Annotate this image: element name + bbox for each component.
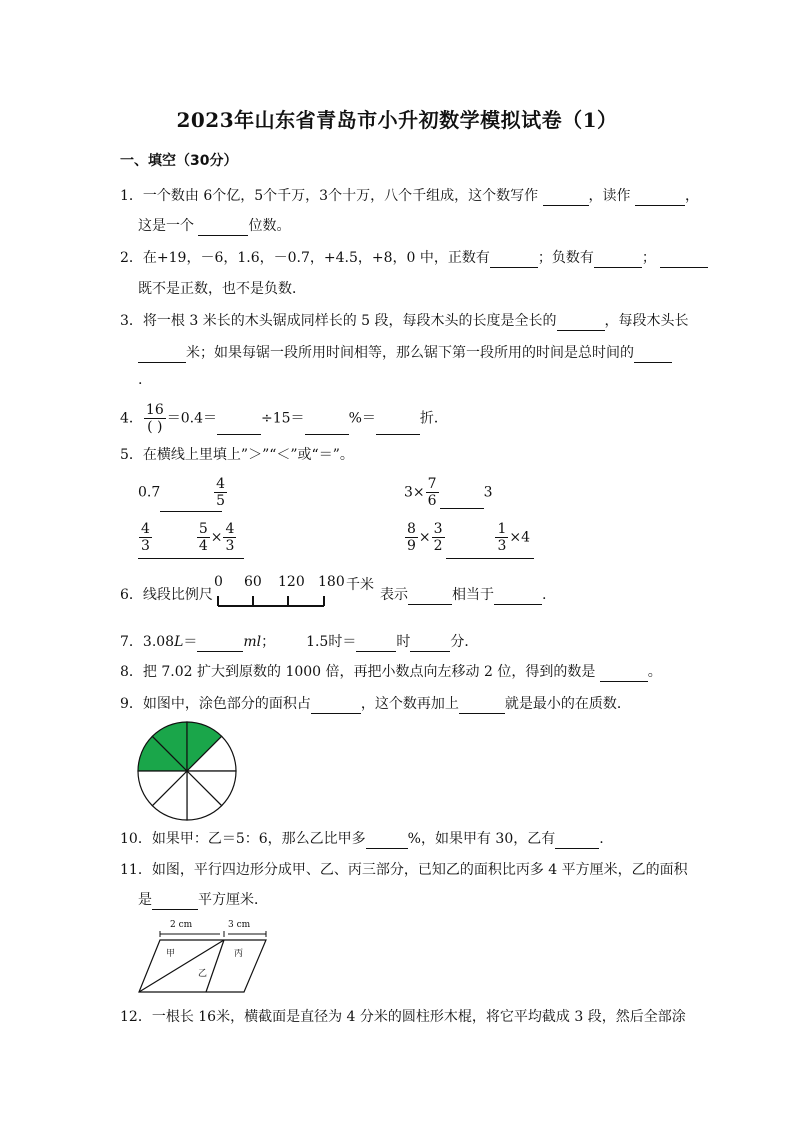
- answer-blank[interactable]: [635, 189, 685, 206]
- answer-blank[interactable]: [660, 251, 708, 268]
- fraction: $\frac{3}{2}$: [433, 521, 443, 554]
- compare-4: $\frac{8}{9}$ × $\frac{3}{2}$ $\frac{1}{3}$ ×4: [407, 521, 531, 554]
- question-5: 5．在横线上里填上”＞”“＜”或“＝”。: [120, 447, 354, 463]
- answer-blank[interactable]: [440, 492, 484, 509]
- question-8: 8．把 7.02 扩大到原数的 1000 倍，再把小数点向左移动 2 位，得到的数是 。: [120, 664, 662, 680]
- question-4: 4． $\frac{16}{( )}$ ＝0.4＝ ÷15＝ %＝ 折．: [120, 402, 448, 435]
- answer-blank[interactable]: [410, 635, 450, 652]
- fraction: $\frac{4}{3}$: [225, 521, 235, 554]
- answer-blank[interactable]: [356, 635, 396, 652]
- answer-blank[interactable]: [459, 697, 505, 714]
- question-6: 6．线段比例尺: [120, 587, 213, 603]
- answer-blank[interactable]: [305, 418, 349, 435]
- answer-blank[interactable]: [138, 346, 186, 363]
- question-2-line2: 既不是正数，也不是负数．: [138, 281, 306, 297]
- fraction: $\frac{5}{4}$: [198, 521, 208, 554]
- compare-2: 3× $\frac{7}{6}$ 3: [404, 476, 493, 509]
- answer-line[interactable]: [160, 511, 222, 512]
- answer-blank[interactable]: [376, 418, 420, 435]
- compare-1: 0.7 $\frac{4}{5}$: [138, 476, 226, 509]
- question-3-line2: 米；如果每锯一段所用时间相等，那么锯下第一段所用的时间是总时间的: [138, 343, 672, 363]
- circle-diagram: [136, 720, 238, 822]
- answer-blank[interactable]: [634, 346, 672, 363]
- page-title: 2023年山东省青岛市小升初数学模拟试卷（1）: [176, 108, 618, 132]
- parallelogram-diagram: 2 cm 3 cm 甲 乙 丙: [136, 918, 270, 998]
- fraction: $\frac{7}{6}$: [427, 476, 437, 509]
- section-heading: 一、填空（30分）: [120, 153, 238, 169]
- fraction: $\frac{8}{9}$: [407, 521, 416, 554]
- scale-bar-line: [210, 594, 330, 610]
- question-1-line2: 这是一个 位数。: [138, 218, 291, 234]
- question-6-tail: 表示 相当于 .: [380, 587, 547, 603]
- answer-blank[interactable]: [490, 251, 538, 268]
- fraction: $\frac{16}{( )}$: [145, 402, 164, 435]
- question-11-line2: 是 平方厘米．: [138, 892, 268, 908]
- question-10: 10．如果甲：乙＝5：6，那么乙比甲多 %，如果甲有 30，乙有 .: [120, 831, 604, 847]
- question-9: 9．如图中，涂色部分的面积占 ，这个数再加上 就是最小的在质数．: [120, 696, 631, 712]
- answer-blank[interactable]: [594, 251, 642, 268]
- answer-blank[interactable]: [408, 588, 452, 605]
- answer-blank[interactable]: [494, 588, 542, 605]
- question-1: 1．一个数由 6个亿，5个千万，3个十万，八个千组成，这个数写作 ，读作 ，: [120, 188, 699, 204]
- question-12: 12．一根长 16米，横截面是直径为 4 分米的圆柱形木棍，将它平均截成 3 段，然后全部涂: [120, 1009, 686, 1025]
- answer-blank[interactable]: [152, 893, 198, 910]
- fraction: $\frac{4}{5}$: [216, 476, 226, 509]
- fraction: $\frac{4}{3}$: [141, 521, 150, 554]
- answer-blank[interactable]: [543, 189, 589, 206]
- question-3-line3: .: [138, 372, 143, 388]
- question-2: 2．在+19，－6，1.6，－0.7，+4.5，+8，0 中，正数有 ；负数有 ；: [120, 248, 708, 268]
- answer-line[interactable]: [446, 558, 534, 559]
- parallelogram-shape: [136, 918, 270, 998]
- answer-blank[interactable]: [217, 418, 261, 435]
- question-7: 7．3.08L＝ ml； 1.5时＝ 时 分．: [120, 634, 479, 650]
- question-3: 3．将一根 3 米长的木头锯成同样长的 5 段，每段木头的长度是全长的 ，每段木头长: [120, 313, 689, 329]
- fraction: $\frac{1}{3}$: [497, 521, 507, 554]
- scale-bar: 0 60 120 180 千米: [210, 574, 380, 618]
- answer-blank[interactable]: [311, 697, 361, 714]
- answer-blank[interactable]: [366, 832, 408, 849]
- answer-blank[interactable]: [555, 832, 599, 849]
- answer-blank[interactable]: [197, 635, 243, 652]
- question-11: 11．如图，平行四边形分成甲、乙、丙三部分，已知乙的面积比丙多 4 平方厘米，乙的面积: [120, 862, 688, 878]
- answer-line[interactable]: [138, 558, 244, 559]
- compare-3: $\frac{4}{3}$ $\frac{5}{4}$ × $\frac{4}{3}$: [141, 521, 235, 554]
- answer-blank[interactable]: [600, 665, 648, 682]
- answer-blank[interactable]: [557, 314, 605, 331]
- answer-blank[interactable]: [198, 219, 248, 236]
